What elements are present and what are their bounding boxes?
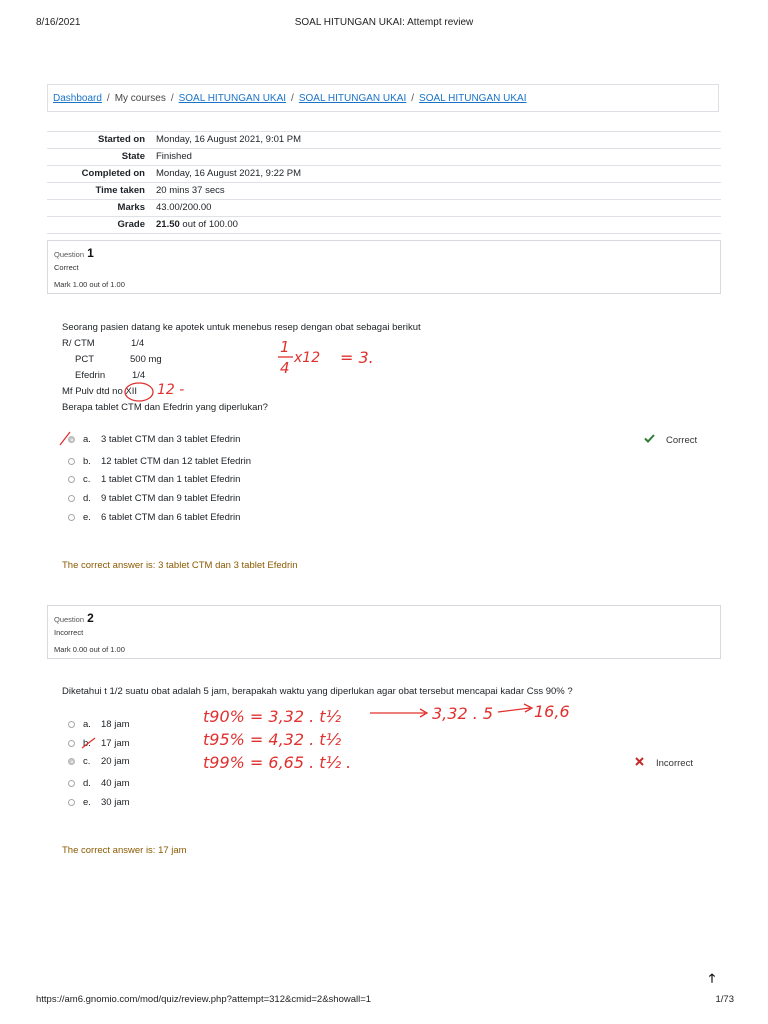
option-letter: b. <box>83 738 91 749</box>
radio-button[interactable] <box>68 495 75 502</box>
rx-item-label: PCT <box>75 354 94 365</box>
summary-value: 43.00/200.00 <box>156 202 212 213</box>
option-letter: b. <box>83 456 91 467</box>
feedback-text: Incorrect <box>656 758 693 769</box>
check-icon <box>642 434 656 446</box>
option-text: 9 tablet CTM dan 9 tablet Efedrin <box>101 493 241 504</box>
breadcrumb-dashboard[interactable]: Dashboard <box>53 93 102 104</box>
breadcrumb-separator: / <box>106 93 110 104</box>
handwriting-q1: x12 <box>294 350 321 366</box>
summary-label: Started on <box>98 134 145 145</box>
summary-value: 20 mins 37 secs <box>156 185 225 196</box>
print-url: https://am6.gnomio.com/mod/quiz/review.php?attempt=312&cmid=2&showall=1 <box>36 994 372 1005</box>
summary-label: State <box>121 151 145 162</box>
handwriting-q1: 4 <box>280 359 290 377</box>
option-text: 12 tablet CTM dan 12 tablet Efedrin <box>101 456 251 467</box>
option-text: 40 jam <box>101 778 130 789</box>
option-letter: e. <box>83 512 91 523</box>
print-date: 8/16/2021 <box>36 17 81 28</box>
rx-item-dose: 500 mg <box>130 354 162 365</box>
radio-button[interactable] <box>68 721 75 728</box>
option-text: 1 tablet CTM dan 1 tablet Efedrin <box>101 474 241 485</box>
question-prefix: Question <box>54 615 85 624</box>
breadcrumb-separator: / <box>170 93 174 104</box>
breadcrumb-quiz[interactable]: SOAL HITUNGAN UKAI <box>419 93 527 104</box>
print-header <box>0 17 768 31</box>
radio-button[interactable] <box>68 758 75 765</box>
question-1-right-answer: The correct answer is: 3 tablet CTM dan 3 tablet Efedrin <box>62 560 298 571</box>
question-grade: Mark 0.00 out of 1.00 <box>54 645 125 654</box>
option-letter: d. <box>83 778 91 789</box>
summary-row-grade <box>47 216 721 234</box>
grade-out-of: out of 100.00 <box>179 219 238 230</box>
attempt-summary-table <box>47 131 721 234</box>
radio-button[interactable] <box>68 476 75 483</box>
breadcrumb-section[interactable]: SOAL HITUNGAN UKAI <box>298 93 407 104</box>
question-state: Incorrect <box>54 628 84 637</box>
option-letter: c. <box>83 756 91 767</box>
question-1-prompt: Berapa tablet CTM dan Efedrin yang diperlukan? <box>62 402 268 413</box>
question-prefix: Question <box>54 250 85 259</box>
arrow-mark <box>498 704 532 712</box>
handwriting-q2: t95% = 4,32 . t½ <box>203 730 342 749</box>
summary-row-time-taken <box>47 182 721 199</box>
question-number-value: 2 <box>87 611 94 625</box>
handwriting-q2: 16,6 <box>534 702 570 721</box>
summary-row-marks <box>47 199 721 216</box>
handwriting-q2: 3,32 . 5 <box>432 704 494 723</box>
option-text: 17 jam <box>101 738 130 749</box>
radio-button[interactable] <box>68 780 75 787</box>
question-2-right-answer: The correct answer is: 17 jam <box>62 845 187 856</box>
question-1-text: Seorang pasien datang ke apotek untuk menebus resep dengan obat sebagai berikut <box>62 322 421 333</box>
breadcrumb-course[interactable]: SOAL HITUNGAN UKAI <box>178 93 287 104</box>
option-text: 18 jam <box>101 719 130 730</box>
summary-row-state <box>47 148 721 165</box>
rx-item-dose: 1/4 <box>131 338 145 349</box>
radio-button[interactable] <box>68 740 75 747</box>
radio-button[interactable] <box>68 799 75 806</box>
breadcrumb <box>47 84 719 112</box>
rx-item-label: R/ CTM <box>62 338 95 349</box>
question-1-feedback <box>642 434 697 446</box>
summary-row-completed <box>47 165 721 182</box>
question-2-info <box>47 605 721 659</box>
option-text: 20 jam <box>101 756 130 767</box>
arrow-mark <box>370 709 427 717</box>
question-state: Correct <box>54 263 79 272</box>
grade-value: 21.50 <box>156 219 180 230</box>
summary-value <box>156 219 238 230</box>
arrow-up-icon: 🡑 <box>708 971 716 985</box>
summary-row-started <box>47 131 721 148</box>
option-letter: d. <box>83 493 91 504</box>
summary-value: Monday, 16 August 2021, 9:22 PM <box>156 168 302 179</box>
radio-button[interactable] <box>68 436 75 443</box>
option-letter: e. <box>83 797 91 808</box>
breadcrumb-separator: / <box>411 93 415 104</box>
back-to-top-button[interactable] <box>700 968 724 988</box>
summary-label: Marks <box>117 202 145 213</box>
radio-button[interactable] <box>68 458 75 465</box>
summary-value: Finished <box>156 151 192 162</box>
print-title: SOAL HITUNGAN UKAI: Attempt review <box>294 17 474 28</box>
summary-label: Grade <box>117 219 145 230</box>
summary-label: Completed on <box>81 168 145 179</box>
feedback-text: Correct <box>666 435 698 446</box>
question-number-value: 1 <box>87 246 94 260</box>
option-text: 6 tablet CTM dan 6 tablet Efedrin <box>101 512 241 523</box>
option-letter: a. <box>83 719 91 730</box>
print-footer <box>0 994 768 1008</box>
option-text: 30 jam <box>101 797 130 808</box>
rx-item-dose: 1/4 <box>132 370 146 381</box>
handwriting-q2: t90% = 3,32 . t½ <box>203 707 342 726</box>
handwriting-q1: 12 - <box>157 382 185 398</box>
handwriting-q1: = 3. <box>340 348 374 367</box>
question-2-text: Diketahui t 1/2 suatu obat adalah 5 jam, berapakah waktu yang diperlukan agar obat tersebut mencapai kadar Css 90% ? <box>62 686 573 697</box>
radio-button[interactable] <box>68 514 75 521</box>
option-text: 3 tablet CTM dan 3 tablet Efedrin <box>101 434 241 445</box>
handwriting-q1: 1 <box>280 338 290 356</box>
summary-label: Time taken <box>95 185 145 196</box>
breadcrumb-separator: / <box>291 93 294 104</box>
rx-item-label: Efedrin <box>75 370 106 381</box>
summary-value: Monday, 16 August 2021, 9:01 PM <box>156 134 302 145</box>
option-letter: a. <box>83 434 91 445</box>
question-number <box>54 611 94 625</box>
question-1-info <box>47 240 721 294</box>
rx-instruction: Mf Pulv dtd no XII <box>62 386 137 397</box>
question-number <box>54 246 94 260</box>
breadcrumb-my-courses: My courses <box>114 93 166 104</box>
handwriting-q2: t99% = 6,65 . t½ . <box>203 753 352 772</box>
option-letter: c. <box>83 474 91 485</box>
cross-icon <box>632 757 646 769</box>
question-2-feedback <box>632 757 693 769</box>
print-page-number: 1/73 <box>715 994 734 1005</box>
question-grade: Mark 1.00 out of 1.00 <box>54 280 125 289</box>
